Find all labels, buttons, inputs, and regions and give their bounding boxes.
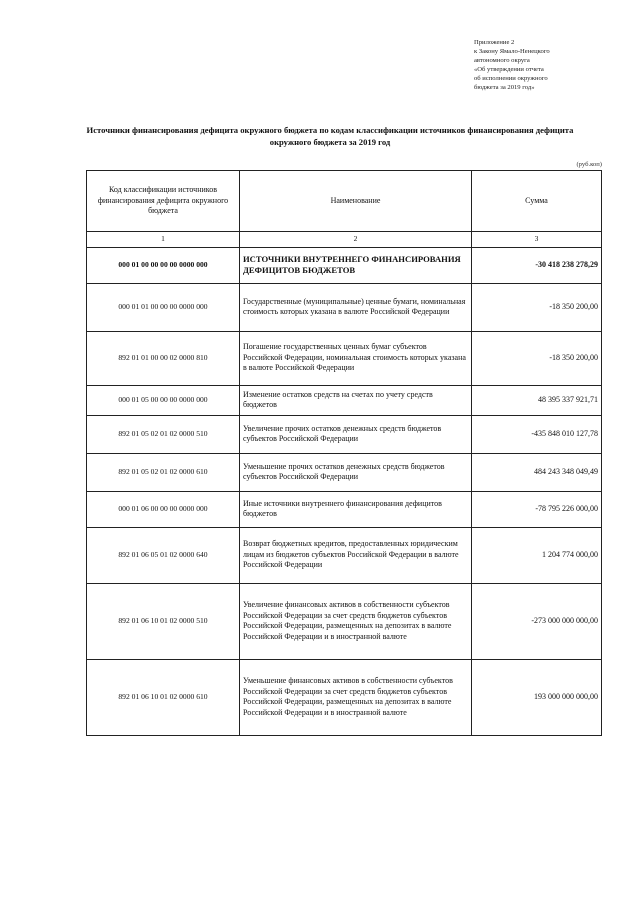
column-number-row: [87, 232, 602, 248]
table-row: [87, 283, 602, 331]
row-sum: -273 000 000 000,00: [472, 583, 602, 659]
row-name: Возврат бюджетных кредитов, предоставленных юридическим лицам из бюджетов субъектов Российской Федерации в валюте Российской Федерации: [240, 527, 472, 583]
row-code: 892 01 05 02 01 02 0000 510: [87, 415, 240, 453]
row-sum: 1 204 774 000,00: [472, 527, 602, 583]
sources-table: [86, 170, 602, 736]
row-name: ИСТОЧНИКИ ВНУТРЕННЕГО ФИНАНСИРОВАНИЯ ДЕФИЦИТОВ БЮДЖЕТОВ: [240, 247, 472, 283]
row-sum: -18 350 200,00: [472, 283, 602, 331]
row-name: Иные источники внутреннего финансирования дефицитов бюджетов: [240, 491, 472, 527]
row-code: 892 01 05 02 01 02 0000 610: [87, 453, 240, 491]
appendix-line: бюджета за 2019 год»: [474, 84, 535, 91]
row-sum: -78 795 226 000,00: [472, 491, 602, 527]
appendix-line: автономного округа: [474, 57, 530, 64]
row-name: Уменьшение финансовых активов в собственности субъектов Российской Федерации за счет средств бюджетов субъектов Российской Федерации, размещенных на депозитах в валюте Российской Федерации и в иностранной валюте: [240, 659, 472, 735]
table-row: [87, 453, 602, 491]
row-code: 000 01 00 00 00 00 0000 000: [87, 247, 240, 283]
appendix-line: к Закону Ямало-Ненецкого: [474, 48, 550, 55]
table-row: [87, 385, 602, 415]
row-name: Государственные (муниципальные) ценные бумаги, номинальная стоимость которых указана в валюте Российской Федерации: [240, 283, 472, 331]
row-name: Увеличение финансовых активов в собственности субъектов Российской Федерации за счет средств бюджетов субъектов Российской Федерации, размещенных на депозитах в валюте Российской Федерации и в иностранной валюте: [240, 583, 472, 659]
row-code: 000 01 05 00 00 00 0000 000: [87, 385, 240, 415]
row-sum: -30 418 238 278,29: [472, 247, 602, 283]
column-number: 2: [240, 232, 472, 248]
table-row: [87, 247, 602, 283]
table-row: [87, 331, 602, 385]
appendix-line: об исполнении окружного: [474, 75, 548, 82]
row-code: 892 01 06 05 01 02 0000 640: [87, 527, 240, 583]
row-sum: -435 848 010 127,78: [472, 415, 602, 453]
row-code: 892 01 06 10 01 02 0000 610: [87, 659, 240, 735]
table-row: [87, 415, 602, 453]
header-code: Код классификации источников финансирования дефицита окружного бюджета: [87, 171, 240, 232]
row-code: 000 01 06 00 00 00 0000 000: [87, 491, 240, 527]
document-title: Источники финансирования дефицита окружного бюджета по кодам классификации источников финансирования дефицита окружного бюджета за 2019 год: [86, 125, 574, 147]
table-row: [87, 583, 602, 659]
row-sum: -18 350 200,00: [472, 331, 602, 385]
table-row: [87, 527, 602, 583]
appendix-note: [474, 38, 624, 92]
header-sum: Сумма: [472, 171, 602, 232]
row-code: 892 01 01 00 00 02 0000 810: [87, 331, 240, 385]
header-name: Наименование: [240, 171, 472, 232]
appendix-line: Приложение 2: [474, 39, 515, 46]
table-header-row: [87, 171, 602, 232]
table-row: [87, 491, 602, 527]
column-number: 3: [472, 232, 602, 248]
row-sum: 484 243 348 049,49: [472, 453, 602, 491]
unit-label: (руб.коп): [576, 161, 602, 168]
row-name: Увеличение прочих остатков денежных средств бюджетов субъектов Российской Федерации: [240, 415, 472, 453]
column-number: 1: [87, 232, 240, 248]
table-row: [87, 659, 602, 735]
row-code: 000 01 01 00 00 00 0000 000: [87, 283, 240, 331]
row-name: Погашение государственных ценных бумаг субъектов Российской Федерации, номинальная стоимость которых указана в валюте Российской Федерации: [240, 331, 472, 385]
row-sum: 193 000 000 000,00: [472, 659, 602, 735]
row-name: Уменьшение прочих остатков денежных средств бюджетов субъектов Российской Федерации: [240, 453, 472, 491]
appendix-line: «Об утверждении отчета: [474, 66, 544, 73]
row-code: 892 01 06 10 01 02 0000 510: [87, 583, 240, 659]
row-sum: 48 395 337 921,71: [472, 385, 602, 415]
row-name: Изменение остатков средств на счетах по учету средств бюджетов: [240, 385, 472, 415]
